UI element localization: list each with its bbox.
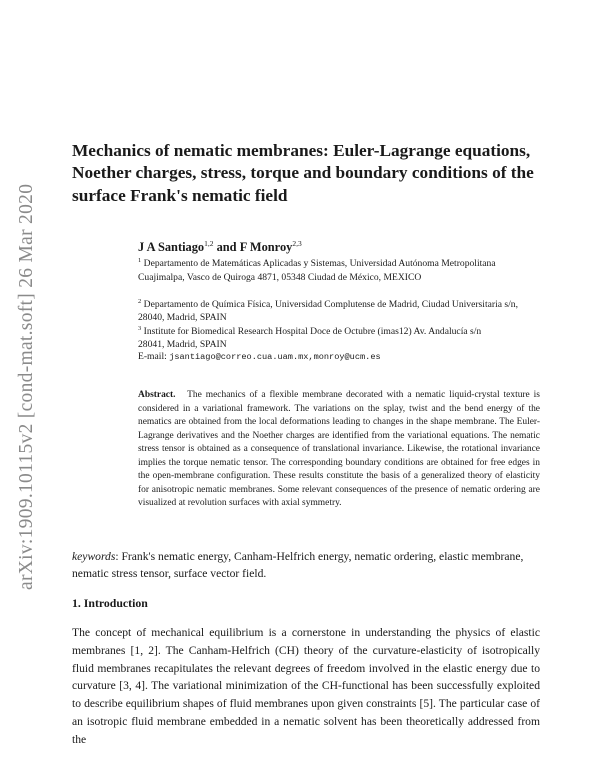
affiliation-marker: 2: [138, 297, 142, 305]
arxiv-identifier: arXiv:1909.10115v2 [cond-mat.soft] 26 Mar 2020: [16, 183, 37, 590]
affiliation-text: Institute for Biomedical Research Hospital Doce de Octubre (imas12) Av. Andalucía s/n 28041, Madrid, SPAIN: [138, 325, 482, 351]
email-line: [138, 350, 538, 365]
affiliation-marker: 1: [138, 257, 142, 264]
affiliation-text: Departamento de Matemáticas Aplicadas y Sistemas, Universidad Autónoma Metropolitana Cuajimalpa, Vasco de Quiroga 4871, 05348 Ciudad de México, MEXICO: [138, 258, 496, 283]
author-affiliation-marker: 1,2: [204, 239, 214, 248]
abstract-label: Abstract.: [138, 390, 176, 400]
abstract-text: The mechanics of a flexible membrane decorated with a nematic liquid-crystal texture is considered in a variational framework. The variations on the splay, twist and the bend energy of the nematics are obtained from the local deformations leading to changes in the shape membrane. The Euler-Lagrange derivatives and the Noether charges are identified from the variational equations. The nematic stress tensor is obtained as a consequence of translational invariance. Likewise, the rotational invariance implies the torque nematic tensor. The corresponding boundary conditions are obtained for free edges in the open-membrane configuration. These results constitute the basis of a generalized theory of elasticity for anisotropic nematic membranes. Some relevant consequences of the presence of nematic ordering are visualized at revolution surfaces with axial symmetry.: [138, 390, 540, 508]
keywords-label: keywords: [72, 550, 116, 563]
paper-title: Mechanics of nematic membranes: Euler-Lagrange equations, Noether charges, stress, torque and boundary conditions of the surface Frank's nematic field: [72, 141, 534, 205]
affiliation: [138, 254, 538, 284]
author-conjunction: and: [216, 240, 237, 255]
author-name: F Monroy: [239, 240, 293, 255]
introduction-paragraph: The concept of mechanical equilibrium is a cornerstone in understanding the physics of elastic membranes [1, 2]. The Canham-Helfrich (CH) theory of the curvature-elasticity of isotropically fluid membranes recapitulates the relevant degrees of freedom involved in the elastic energy due to curvature [3, 4]. The variational minimization of the CH-functional has been successfully exploited to describe equilibrium shapes of fluid membranes upon given constraints [5]. The particular case of an isotropic fluid membrane embedded in a nematic solvent has been theoretically addressed from the: [72, 626, 540, 746]
author-name: J A Santiago: [138, 240, 205, 255]
author-affiliation-marker: 2,3: [292, 239, 302, 248]
keywords-text: : Frank's nematic energy, Canham-Helfrich energy, nematic ordering, elastic membrane, nematic stress tensor, surface vector field.: [72, 550, 524, 580]
author-line: [138, 239, 302, 255]
affiliation: [138, 295, 538, 325]
email-addresses[interactable]: jsantiago@correo.cua.uam.mx,monroy@ucm.es: [169, 352, 381, 362]
keywords: [72, 548, 542, 582]
email-label: E-mail:: [138, 351, 167, 362]
abstract: [138, 389, 540, 511]
affiliation: [138, 322, 483, 352]
affiliation-text: Departamento de Química Física, Universidad Complutense de Madrid, Ciudad Universitaria s/n, 28040, Madrid, SPAIN: [138, 298, 518, 324]
section-heading: 1. Introduction: [72, 596, 148, 610]
affiliation-marker: 3: [138, 324, 142, 332]
